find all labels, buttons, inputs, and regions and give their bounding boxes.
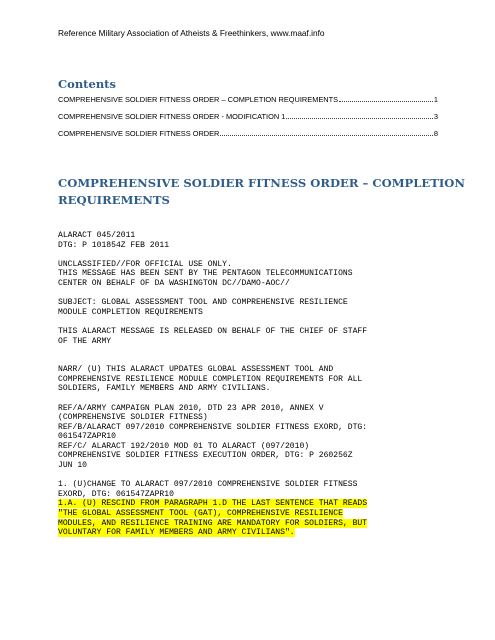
page-header: Reference Military Association of Atheists & Freethinkers, www.maaf.info [58, 28, 325, 38]
narrative-line: SOLDIERS, FAMILY MEMBERS AND ARMY CIVILIANS. [58, 384, 271, 394]
classification-block [58, 260, 478, 289]
toc-entry[interactable] [58, 129, 438, 146]
release-line: OF THE ARMY [58, 336, 112, 346]
toc-leader-dots [220, 129, 432, 136]
message-body [58, 231, 478, 547]
table-of-contents [58, 95, 438, 146]
toc-entry-page: 3 [433, 112, 438, 121]
paragraph-1 [58, 480, 478, 538]
reference-line: REF/C/ ALARACT 192/2010 MOD 01 TO ALARACT (097/2010) [58, 441, 310, 451]
subject-line: MODULE COMPLETION REQUIREMENTS [58, 307, 203, 317]
reference-line: REF/B/ALARACT 097/2010 COMPREHENSIVE SOLDIER FITNESS EXORD, DTG: [58, 422, 368, 432]
toc-entry-title: COMPREHENSIVE SOLDIER FITNESS ORDER [58, 129, 220, 138]
narrative-line: NARR/ (U) THIS ALARACT UPDATES GLOBAL ASSESSMENT TOOL AND [58, 365, 334, 375]
section-heading-line: COMPREHENSIVE SOLDIER FITNESS ORDER – COMPLETION [58, 176, 465, 190]
paragraph-line: EXORD, DTG: 061547ZAPR10 [58, 489, 174, 499]
highlighted-text: MODULES, AND RESILIENCE TRAINING ARE MANDATORY FOR SOLDIERS, BUT [58, 518, 368, 528]
highlighted-text: VOLUNTARY FOR FAMILY MEMBERS AND ARMY CIVILIANS". [58, 528, 295, 538]
sent-by-line: CENTER ON BEHALF OF DA WASHINGTON DC//DAMO-AOC// [58, 278, 290, 288]
contents-heading: Contents [58, 77, 116, 91]
toc-entry-title: COMPREHENSIVE SOLDIER FITNESS ORDER – COMPLETION REQUIREMENTS [58, 95, 339, 104]
subject-block [58, 298, 478, 317]
reference-line: 061547ZAPR10 [58, 432, 116, 442]
reference-line: REF/A/ARMY CAMPAIGN PLAN 2010, DTD 23 APR 2010, ANNEX V [58, 403, 324, 413]
classification-line: UNCLASSIFIED//FOR OFFICIAL USE ONLY. [58, 259, 232, 269]
reference-line: (COMPREHENSIVE SOLDIER FITNESS) [58, 413, 208, 423]
message-header [58, 231, 478, 250]
paragraph-line: 1. (U)CHANGE TO ALARACT 097/2010 COMPREHENSIVE SOLDIER FITNESS [58, 480, 358, 490]
toc-entry-page: 8 [433, 129, 438, 138]
toc-leader-dots [339, 95, 433, 102]
subject-line: SUBJECT: GLOBAL ASSESSMENT TOOL AND COMPREHENSIVE RESILIENCE [58, 298, 348, 308]
release-line: THIS ALARACT MESSAGE IS RELEASED ON BEHALF OF THE CHIEF OF STAFF [58, 326, 368, 336]
toc-entry[interactable] [58, 95, 438, 112]
highlighted-text: "THE GLOBAL ASSESSMENT TOOL (GAT), COMPREHENSIVE RESILIENCE [58, 509, 343, 519]
sent-by-line: THIS MESSAGE HAS BEEN SENT BY THE PENTAGON TELECOMMUNICATIONS [58, 269, 353, 279]
reference-line: COMPREHENSIVE SOLDIER FITNESS EXECUTION ORDER, DTG: P 260256Z [58, 451, 353, 461]
toc-entry-title: COMPREHENSIVE SOLDIER FITNESS ORDER - MODIFICATION 1 [58, 112, 286, 121]
section-heading-line: REQUIREMENTS [58, 193, 170, 207]
narrative-line: COMPREHENSIVE RESILIENCE MODULE COMPLETION REQUIREMENTS FOR ALL [58, 374, 363, 384]
narrative-block [58, 365, 478, 394]
toc-entry-page: 1 [433, 95, 438, 104]
references-block [58, 404, 478, 471]
toc-entry[interactable] [58, 112, 438, 129]
reference-line: JUN 10 [58, 461, 87, 471]
toc-leader-dots [286, 112, 433, 119]
highlighted-text: 1.A. (U) RESCIND FROM PARAGRAPH 1.D THE LAST SENTENCE THAT READS [58, 499, 368, 509]
dtg-line: DTG: P 101854Z FEB 2011 [58, 240, 170, 250]
alaract-number: ALARACT 045/2011 [58, 231, 136, 240]
release-block [58, 327, 478, 346]
section-heading [58, 175, 465, 209]
